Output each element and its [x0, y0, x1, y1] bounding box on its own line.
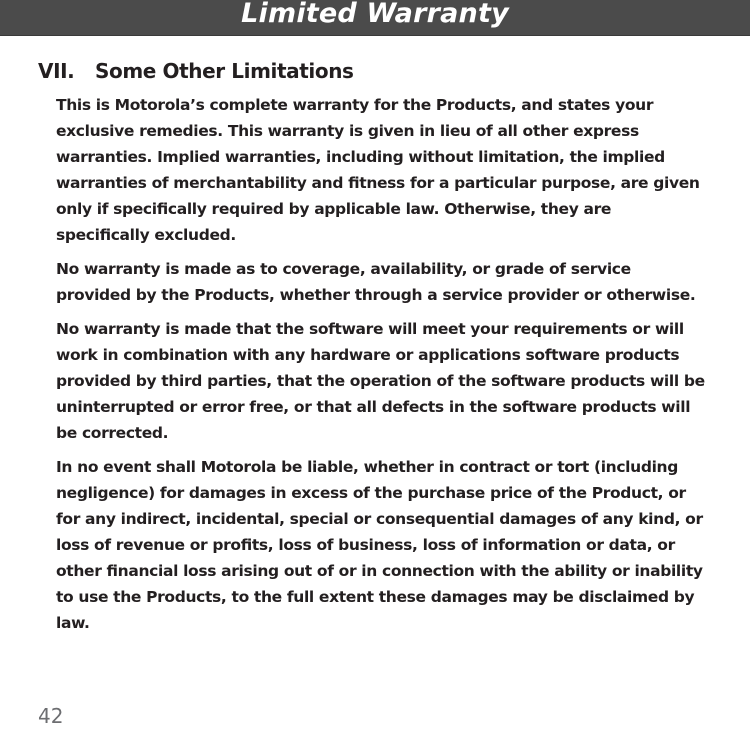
warranty-body: [56, 92, 706, 644]
page-header-title: Limited Warranty: [241, 0, 509, 29]
section-heading: [38, 58, 354, 84]
section-title: Some Other Limitations: [95, 59, 354, 83]
paragraph-complete-warranty: This is Motorola’s complete warranty for the Products, and states your exclusive remedies. This warranty is given in lieu of all other express warranties. Implied warranties, including without limitation, the implied warranties of merchantability and ﬁtness for a particular purpose, are given only if speciﬁcally required by applicable law. Otherwise, they are speciﬁcally excluded.: [56, 96, 700, 244]
paragraph-coverage: No warranty is made as to coverage, availability, or grade of service provided by the Products, whether through a service provider or otherwise.: [56, 260, 696, 304]
paragraph-software: No warranty is made that the software will meet your requirements or will work in combination with any hardware or applications software products provided by third parties, that the operation of the software products will be uninterrupted or error free, or that all defects in the software products will be corrected.: [56, 320, 705, 442]
paragraph-liability: In no event shall Motorola be liable, whether in contract or tort (including negligence) for damages in excess of the purchase price of the Product, or for any indirect, incidental, special or consequential damages of any kind, or loss of revenue or proﬁts, loss of business, loss of information or data, or other ﬁnancial loss arising out of or in connection with the ability or inability to use the Products, to the full extent these damages may be disclaimed by law.: [56, 458, 703, 632]
header-bar: [0, 0, 750, 36]
section-number: VII.: [38, 59, 75, 83]
page-number: 42: [38, 704, 64, 728]
